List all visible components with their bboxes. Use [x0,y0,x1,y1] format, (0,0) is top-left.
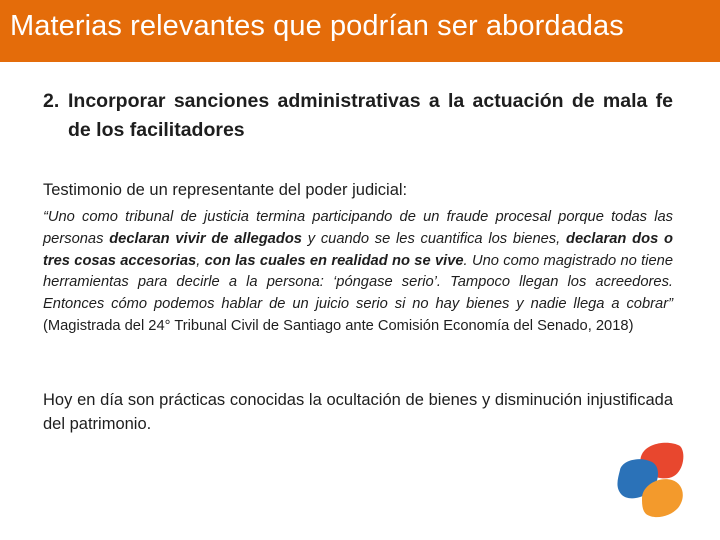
quote-attribution: (Magistrada del 24° Tribunal Civil de Santiago ante Comisión Economía del Senado, 2018) [43,317,634,334]
quote-part: , [196,252,205,269]
three-leaf-logo-icon [612,440,692,520]
header-bar [0,0,720,62]
point-text: Incorporar sanciones administrativas a la actuación de mala fe de los facilitadores [68,90,673,141]
quote-emphasis: declaran vivir de allegados [109,230,302,247]
numbered-point [43,87,673,145]
page-title: Materias relevantes que podrían ser abordadas [10,10,624,42]
point-number: 2. [43,90,60,112]
quote-part: . Uno como magistrado no tiene herramientas para decirle a la persona: ‘póngase serio’. Tampoco llegan los acreedores. Entonces cómo podemos hablar de un juicio serio si no hay bienes y nadie llega a cobrar” [43,252,673,313]
quote-emphasis: declaran dos o tres cosas accesorias [43,230,673,269]
quote-part: “Uno como tribunal de justicia termina participando de un fraude procesal porque todas las personas [43,209,673,247]
closing-paragraph: Hoy en día son prácticas conocidas la ocultación de bienes y disminución injustificada del patrimonio. [43,391,673,433]
testimony-quote [43,207,673,338]
quote-emphasis: con las cuales en realidad no se vive [204,252,464,269]
quote-part: y cuando se les cuantifica los bienes, [301,230,566,247]
testimony-intro: Testimonio de un representante del poder judicial: [43,181,408,199]
